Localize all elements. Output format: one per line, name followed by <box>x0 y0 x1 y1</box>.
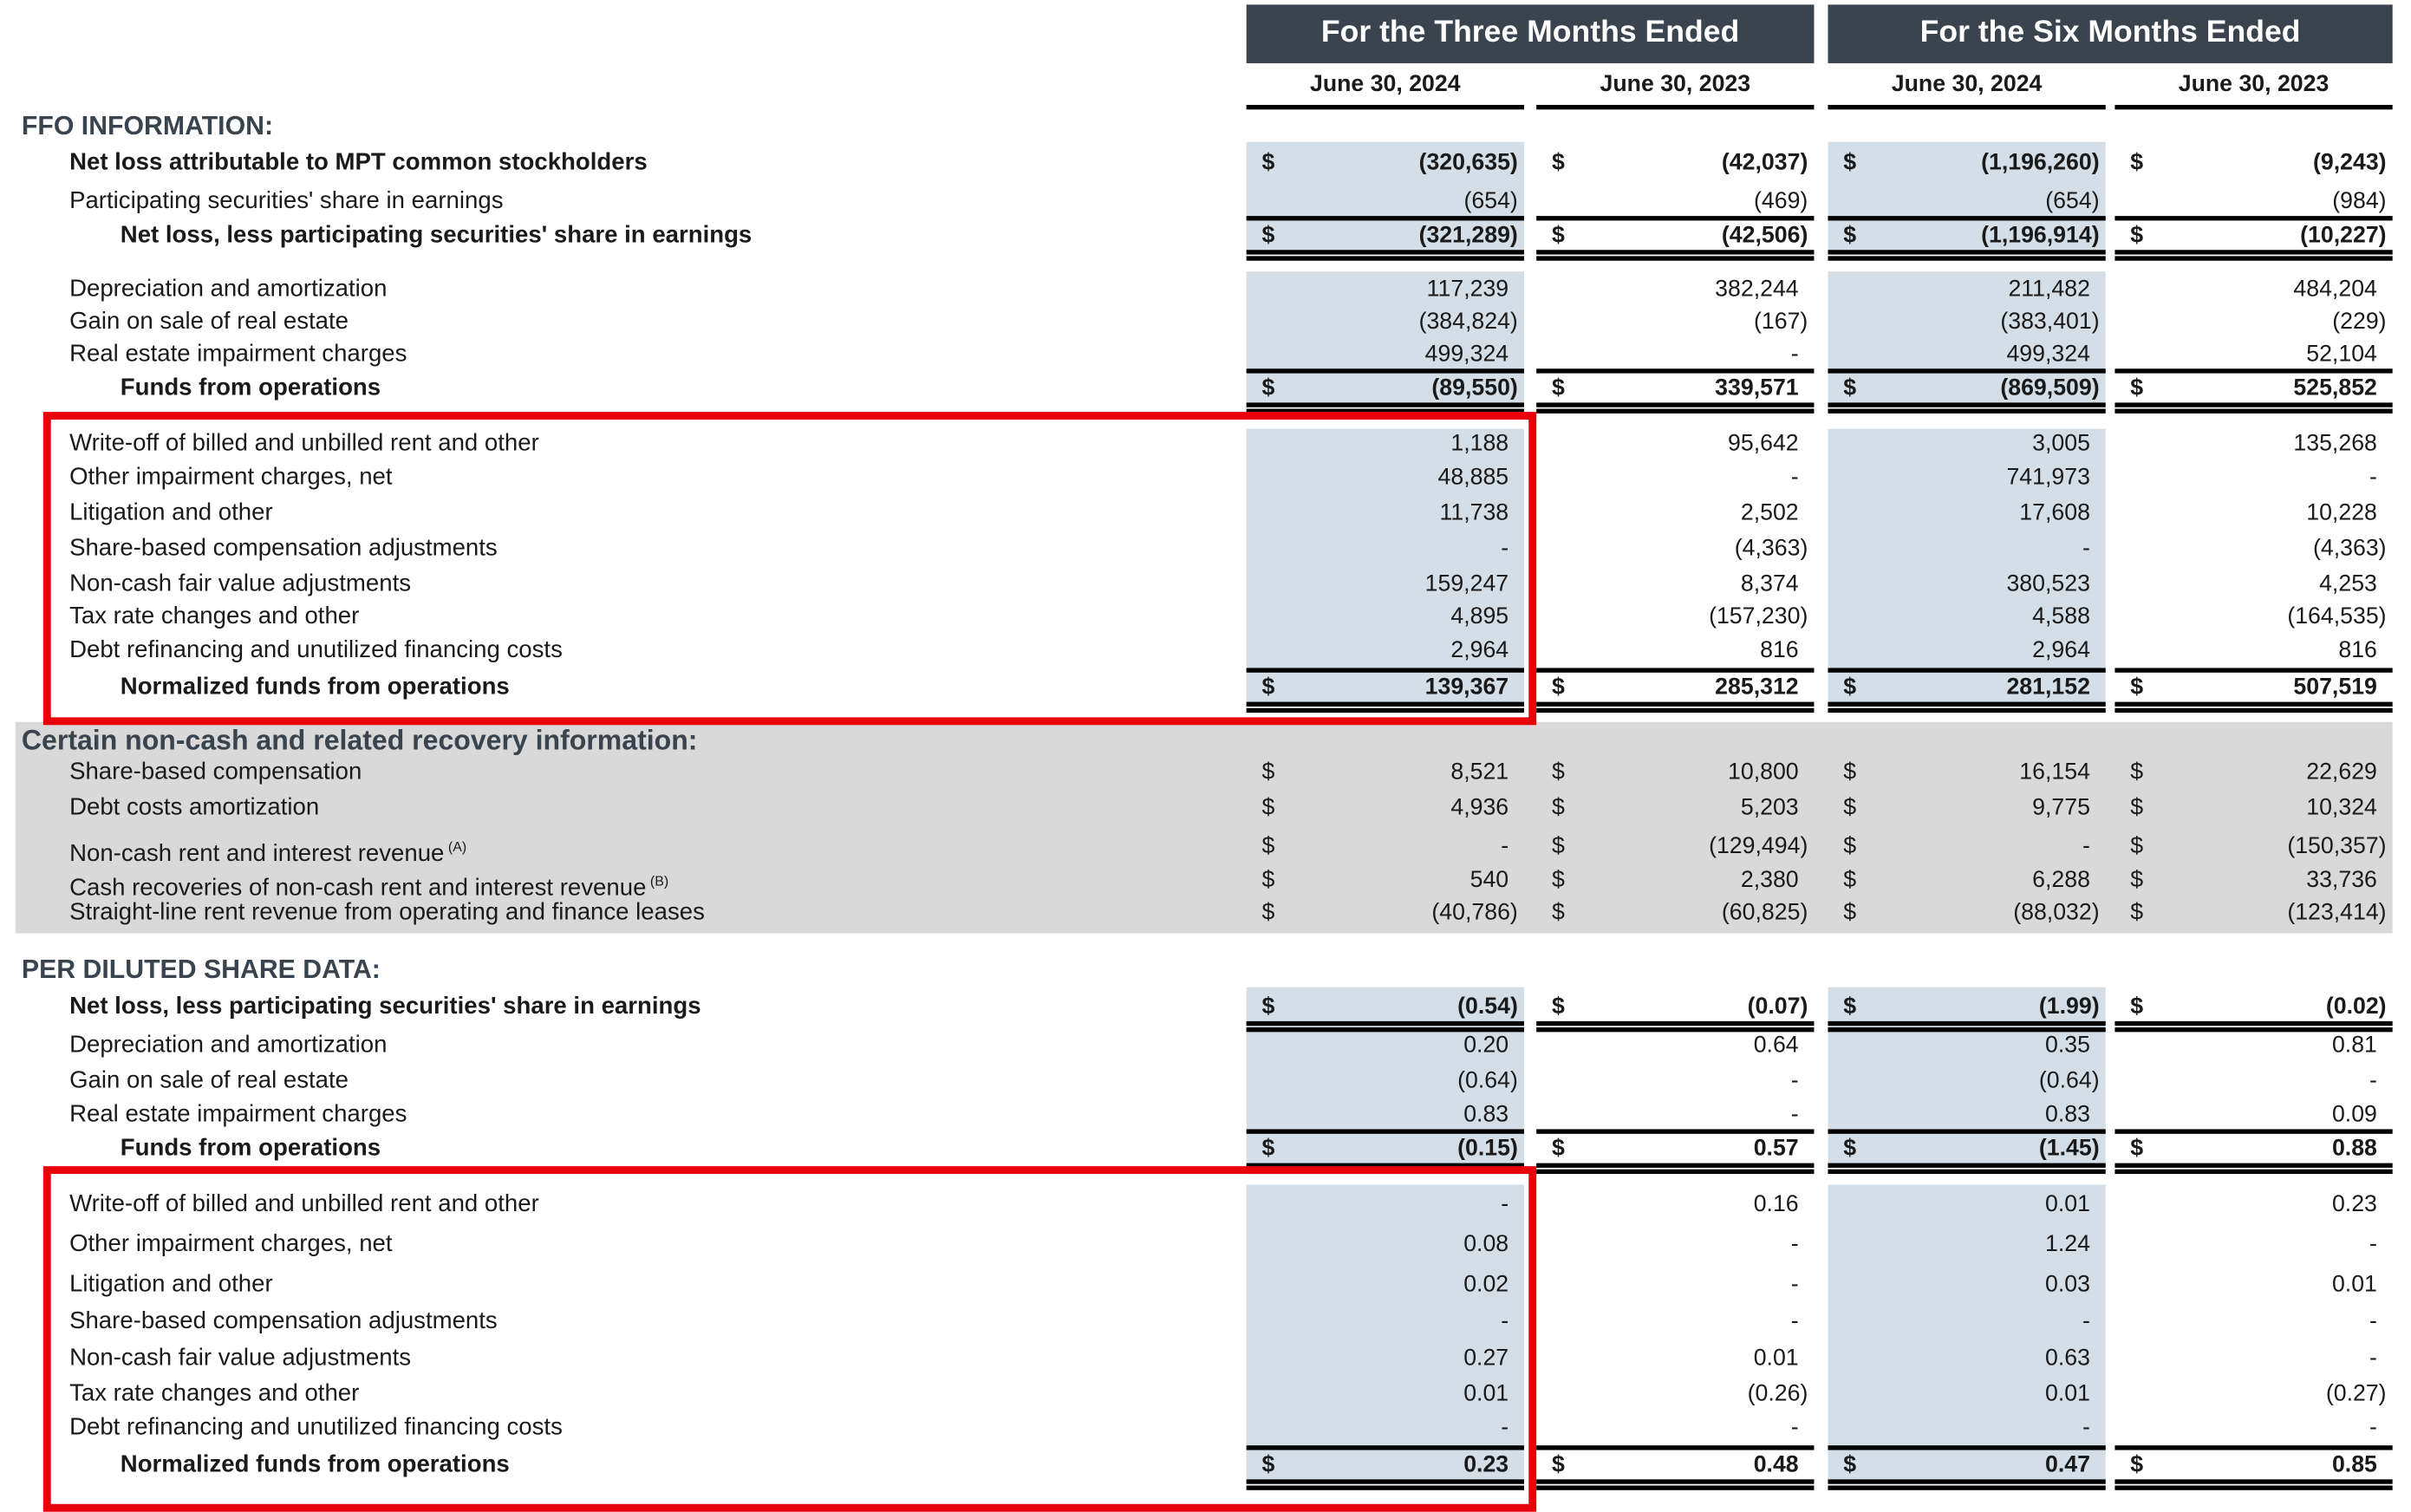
cell-value: (0.64) <box>1457 1067 1518 1094</box>
row-label: Net loss, less participating securities' share in earnings <box>120 222 753 249</box>
cell-value: - <box>2082 832 2090 860</box>
currency-symbol: $ <box>1261 1135 1275 1162</box>
currency-symbol: $ <box>1261 794 1275 821</box>
cell-value: (40,786) <box>1431 899 1518 926</box>
cell-value: 525,852 <box>2293 375 2377 401</box>
cell-value: 4,588 <box>2032 603 2090 629</box>
total-double-rule <box>2115 250 2392 260</box>
currency-symbol: $ <box>1261 866 1275 894</box>
cell-value: (88,032) <box>2013 899 2100 926</box>
currency-symbol: $ <box>1261 899 1275 926</box>
currency-symbol: $ <box>1551 674 1565 701</box>
currency-symbol: $ <box>2130 866 2144 894</box>
cell-value: (1,196,260) <box>1981 149 2100 176</box>
cell-value: 33,736 <box>2306 866 2377 894</box>
total-double-rule <box>1536 1163 1814 1174</box>
subtotal-rule <box>1828 1129 2105 1133</box>
currency-symbol: $ <box>1551 832 1565 860</box>
subtotal-rule <box>1828 368 2105 373</box>
cell-value: 159,247 <box>1424 570 1509 597</box>
subtotal-rule <box>2115 1445 2392 1450</box>
cell-value: (60,825) <box>1721 899 1808 926</box>
subtotal-rule <box>2115 1129 2392 1133</box>
row-label: Other impairment charges, net <box>69 464 393 491</box>
cell-value: 285,312 <box>1715 674 1799 701</box>
cell-value: 11,738 <box>1439 499 1509 526</box>
cell-value: 281,152 <box>2006 674 2090 701</box>
column-header-6m-2024: June 30, 2024 <box>1828 71 2105 109</box>
cell-value: 0.01 <box>2044 1380 2090 1407</box>
currency-symbol: $ <box>1551 1451 1565 1478</box>
cell-value: (150,357) <box>2287 832 2387 860</box>
subtotal-rule <box>2115 216 2392 220</box>
row-label: Non-cash rent and interest revenue $^{(A)}$ <box>69 838 467 868</box>
cell-value: (469) <box>1754 188 1808 215</box>
subtotal-rule <box>1828 1445 2105 1450</box>
currency-symbol: $ <box>1551 866 1565 894</box>
cell-value: 135,268 <box>2293 430 2377 457</box>
cell-value: - <box>1790 1307 1799 1335</box>
row-label: Non-cash fair value adjustments <box>69 570 412 597</box>
cell-value: 1.24 <box>2044 1230 2090 1258</box>
cell-value: (1.99) <box>2038 993 2100 1020</box>
cell-value: 0.63 <box>2044 1345 2090 1372</box>
cell-value: 0.48 <box>1753 1451 1799 1478</box>
highlight-box-normalized-ffo <box>43 412 1536 725</box>
cell-value: 0.88 <box>2331 1135 2377 1162</box>
row-label: Normalized funds from operations <box>120 674 510 701</box>
currency-symbol: $ <box>1843 222 1857 249</box>
total-double-rule <box>1828 1479 2105 1489</box>
cell-value: 499,324 <box>2006 341 2090 368</box>
currency-symbol: $ <box>2130 375 2144 401</box>
total-double-rule <box>2115 1479 2392 1489</box>
cell-value: (0.26) <box>1747 1380 1808 1407</box>
currency-symbol: $ <box>1843 674 1857 701</box>
currency-symbol: $ <box>1551 375 1565 401</box>
cell-value: 6,288 <box>2032 866 2090 894</box>
row-label: Straight-line rent revenue from operating and finance leases <box>69 899 705 926</box>
cell-value: (0.02) <box>2325 993 2387 1020</box>
row-label: Litigation and other <box>69 499 273 526</box>
subtotal-rule <box>1247 1129 1524 1133</box>
row-label: Depreciation and amortization <box>69 276 388 303</box>
cell-value: 382,244 <box>1715 276 1799 303</box>
cell-value: 499,324 <box>1424 341 1509 368</box>
row-label: Non-cash fair value adjustments <box>69 1345 412 1372</box>
cell-value: (1,196,914) <box>1981 222 2100 249</box>
footnote-marker: (B) <box>646 873 669 889</box>
three-months-header: For the Three Months Ended <box>1247 4 1815 63</box>
highlight-box-normalized-ffo-per-share <box>43 1166 1536 1512</box>
cell-value: 484,204 <box>2293 276 2377 303</box>
subtotal-rule <box>1247 216 1524 220</box>
currency-symbol: $ <box>1551 149 1565 176</box>
cell-value: 0.08 <box>1463 1230 1509 1258</box>
cell-value: (984) <box>2332 188 2387 215</box>
cell-value: 95,642 <box>1728 430 1799 457</box>
cell-value: - <box>1501 1307 1509 1335</box>
cell-value: (0.27) <box>2325 1380 2387 1407</box>
cell-value: 0.09 <box>2331 1101 2377 1128</box>
total-double-rule <box>1247 250 1524 260</box>
cell-value: 0.83 <box>1463 1101 1509 1128</box>
cell-value: 507,519 <box>2293 674 2377 701</box>
currency-symbol: $ <box>1261 1451 1275 1478</box>
row-label: Gain on sale of real estate <box>69 1067 349 1094</box>
cell-value: (167) <box>1754 308 1808 336</box>
cell-value: (384,824) <box>1418 308 1518 336</box>
currency-symbol: $ <box>1843 149 1857 176</box>
cell-value: 0.64 <box>1753 1032 1799 1059</box>
currency-symbol: $ <box>1843 832 1857 860</box>
currency-symbol: $ <box>1551 759 1565 785</box>
cell-value: - <box>2082 1307 2090 1335</box>
currency-symbol: $ <box>1261 149 1275 176</box>
cell-value: (4,363) <box>1734 535 1808 562</box>
cell-value: (4,363) <box>2313 535 2387 562</box>
cell-value: 22,629 <box>2306 759 2377 785</box>
subtotal-rule <box>1536 668 1814 672</box>
cell-value: (654) <box>1463 188 1518 215</box>
total-double-rule <box>1828 402 2105 413</box>
total-double-rule <box>2115 1163 2392 1174</box>
currency-symbol: $ <box>1843 993 1857 1020</box>
cell-value: 816 <box>1760 636 1799 664</box>
subtotal-rule <box>1536 368 1814 373</box>
cell-value: - <box>1501 1190 1509 1217</box>
cell-value: - <box>1501 535 1509 562</box>
cell-value: (123,414) <box>2287 899 2387 926</box>
currency-symbol: $ <box>1551 794 1565 821</box>
cell-value: (129,494) <box>1709 832 1808 860</box>
cell-value: 2,964 <box>1450 636 1509 664</box>
currency-symbol: $ <box>1551 993 1565 1020</box>
currency-symbol: $ <box>1551 899 1565 926</box>
cell-value: 5,203 <box>1740 794 1799 821</box>
cell-value: - <box>2369 1345 2377 1372</box>
row-label: Depreciation and amortization <box>69 1032 388 1059</box>
cell-value: 540 <box>1469 866 1509 894</box>
cell-value: 211,482 <box>2008 276 2090 303</box>
cell-value: 52,104 <box>2306 341 2377 368</box>
cell-value: 0.02 <box>1463 1271 1509 1298</box>
cell-value: - <box>2369 464 2377 491</box>
cell-value: - <box>1790 1230 1799 1258</box>
row-label: Debt costs amortization <box>69 794 320 821</box>
cell-value: 8,521 <box>1450 759 1509 785</box>
row-label: Normalized funds from operations <box>120 1451 510 1478</box>
cell-value: - <box>2082 1414 2090 1441</box>
cell-value: 0.57 <box>1753 1135 1799 1162</box>
cell-value: 339,571 <box>1715 375 1799 401</box>
cell-value: (10,227) <box>2300 222 2387 249</box>
cell-value: 10,800 <box>1728 759 1799 785</box>
cell-value: - <box>2369 1230 2377 1258</box>
cell-value: - <box>1790 341 1799 368</box>
currency-symbol: $ <box>1843 375 1857 401</box>
section-per-diluted-share: PER DILUTED SHARE DATA: <box>21 955 381 985</box>
row-label: Cash recoveries of non-cash rent and interest revenue $^{(B)}$ <box>69 873 669 902</box>
cell-value: 4,895 <box>1450 603 1509 629</box>
currency-symbol: $ <box>1843 1135 1857 1162</box>
cell-value: 8,374 <box>1740 570 1799 597</box>
subtotal-rule <box>1247 368 1524 373</box>
currency-symbol: $ <box>1261 375 1275 401</box>
currency-symbol: $ <box>2130 1451 2144 1478</box>
cell-value: (89,550) <box>1431 375 1518 401</box>
row-label: Participating securities' share in earnings <box>69 188 504 215</box>
cell-value: 0.81 <box>2331 1032 2377 1059</box>
cell-value: - <box>2082 535 2090 562</box>
cell-value: 0.03 <box>2044 1271 2090 1298</box>
cell-value: 0.27 <box>1463 1345 1509 1372</box>
cell-value: - <box>2369 1307 2377 1335</box>
subtotal-rule <box>1828 668 2105 672</box>
cell-value: 4,936 <box>1450 794 1509 821</box>
currency-symbol: $ <box>2130 899 2144 926</box>
currency-symbol: $ <box>2130 149 2144 176</box>
cell-value: 2,380 <box>1740 866 1799 894</box>
total-double-rule <box>1536 402 1814 413</box>
currency-symbol: $ <box>2130 794 2144 821</box>
cell-value: - <box>2369 1067 2377 1094</box>
total-double-rule <box>1536 702 1814 713</box>
cell-value: (9,243) <box>2313 149 2387 176</box>
row-label: Net loss attributable to MPT common stockholders <box>69 149 648 176</box>
row-label: Write-off of billed and unbilled rent and other <box>69 430 539 457</box>
row-label: Funds from operations <box>120 375 381 401</box>
cell-value: (0.64) <box>2038 1067 2100 1094</box>
cell-value: 139,367 <box>1424 674 1509 701</box>
cell-value: 10,228 <box>2306 499 2377 526</box>
section-noncash-information: Certain non-cash and related recovery information: <box>21 725 698 756</box>
row-label: Share-based compensation adjustments <box>69 1307 498 1335</box>
cell-value: (0.15) <box>1457 1135 1518 1162</box>
cell-value: 16,154 <box>2019 759 2090 785</box>
currency-symbol: $ <box>2130 222 2144 249</box>
cell-value: (0.07) <box>1747 993 1808 1020</box>
cell-value: (157,230) <box>1709 603 1808 629</box>
cell-value: 9,775 <box>2032 794 2090 821</box>
cell-value: 10,324 <box>2306 794 2377 821</box>
cell-value: (383,401) <box>2000 308 2100 336</box>
total-double-rule <box>1536 1479 1814 1489</box>
cell-value: 816 <box>2338 636 2377 664</box>
row-label: Funds from operations <box>120 1135 381 1162</box>
cell-value: 0.20 <box>1463 1032 1509 1059</box>
row-label: Write-off of billed and unbilled rent and other <box>69 1190 539 1217</box>
row-label: Share-based compensation <box>69 759 362 785</box>
currency-symbol: $ <box>1843 899 1857 926</box>
total-double-rule <box>1828 250 2105 260</box>
currency-symbol: $ <box>1261 759 1275 785</box>
currency-symbol: $ <box>1843 759 1857 785</box>
cell-value: 4,253 <box>2319 570 2377 597</box>
row-label: Litigation and other <box>69 1271 273 1298</box>
currency-symbol: $ <box>2130 832 2144 860</box>
cell-value: 380,523 <box>2006 570 2090 597</box>
currency-symbol: $ <box>1551 1135 1565 1162</box>
currency-symbol: $ <box>1843 866 1857 894</box>
row-label: Real estate impairment charges <box>69 1101 407 1128</box>
currency-symbol: $ <box>1843 794 1857 821</box>
column-header-3m-2024: June 30, 2024 <box>1247 71 1524 109</box>
cell-value: 0.35 <box>2044 1032 2090 1059</box>
subtotal-rule <box>1828 216 2105 220</box>
cell-value: 0.01 <box>1753 1345 1799 1372</box>
cell-value: - <box>1790 1067 1799 1094</box>
footnote-marker: (A) <box>444 838 467 855</box>
subtotal-rule <box>1536 1129 1814 1133</box>
cell-value: 0.85 <box>2331 1451 2377 1478</box>
cell-value: - <box>1790 1414 1799 1441</box>
column-header-6m-2023: June 30, 2023 <box>2115 71 2392 109</box>
total-double-rule <box>1828 702 2105 713</box>
cell-value: (654) <box>2045 188 2100 215</box>
currency-symbol: $ <box>2130 674 2144 701</box>
six-months-header: For the Six Months Ended <box>1828 4 2392 63</box>
cell-value: (42,037) <box>1721 149 1808 176</box>
currency-symbol: $ <box>1261 222 1275 249</box>
row-label: Debt refinancing and unutilized financing costs <box>69 1414 563 1441</box>
cell-value: - <box>1501 1414 1509 1441</box>
cell-value: 1,188 <box>1450 430 1509 457</box>
cell-value: 0.23 <box>1463 1451 1509 1478</box>
cell-value: (229) <box>2332 308 2387 336</box>
cell-value: 17,608 <box>2019 499 2090 526</box>
row-label: Other impairment charges, net <box>69 1230 393 1258</box>
cell-value: 0.01 <box>2331 1271 2377 1298</box>
currency-symbol: $ <box>2130 759 2144 785</box>
subtotal-rule <box>1536 216 1814 220</box>
cell-value: 2,964 <box>2032 636 2090 664</box>
cell-value: 3,005 <box>2032 430 2090 457</box>
cell-value: - <box>1790 464 1799 491</box>
cell-value: (321,289) <box>1418 222 1518 249</box>
cell-value: (1.45) <box>2038 1135 2100 1162</box>
cell-value: 0.01 <box>2044 1190 2090 1217</box>
currency-symbol: $ <box>1261 993 1275 1020</box>
cell-value: 2,502 <box>1740 499 1799 526</box>
total-double-rule <box>2115 402 2392 413</box>
cell-value: (164,535) <box>2287 603 2387 629</box>
row-label: Tax rate changes and other <box>69 1380 360 1407</box>
cell-value: 0.01 <box>1463 1380 1509 1407</box>
row-label: Debt refinancing and unutilized financing costs <box>69 636 563 664</box>
currency-symbol: $ <box>2130 1135 2144 1162</box>
row-label: Share-based compensation adjustments <box>69 535 498 562</box>
row-label: Net loss, less participating securities' share in earnings <box>69 993 701 1020</box>
cell-value: (869,509) <box>2000 375 2100 401</box>
row-label: Tax rate changes and other <box>69 603 360 629</box>
cell-value: - <box>1501 832 1509 860</box>
cell-value: 117,239 <box>1426 276 1509 303</box>
cell-value: 48,885 <box>1437 464 1509 491</box>
currency-symbol: $ <box>1261 832 1275 860</box>
cell-value: - <box>1790 1271 1799 1298</box>
total-double-rule <box>1828 1163 2105 1174</box>
cell-value: 741,973 <box>2006 464 2090 491</box>
currency-symbol: $ <box>1843 1451 1857 1478</box>
section-ffo-information: FFO INFORMATION: <box>21 111 274 140</box>
currency-symbol: $ <box>1261 674 1275 701</box>
column-header-3m-2023: June 30, 2023 <box>1536 71 1814 109</box>
currency-symbol: $ <box>1551 222 1565 249</box>
cell-value: - <box>1790 1101 1799 1128</box>
subtotal-rule <box>2115 668 2392 672</box>
subtotal-rule <box>2115 368 2392 373</box>
cell-value: - <box>2369 1414 2377 1441</box>
cell-value: 0.83 <box>2044 1101 2090 1128</box>
cell-value: (0.54) <box>1457 993 1518 1020</box>
subtotal-rule <box>1536 1445 1814 1450</box>
row-label: Real estate impairment charges <box>69 341 407 368</box>
cell-value: (42,506) <box>1721 222 1808 249</box>
cell-value: 0.16 <box>1753 1190 1799 1217</box>
total-double-rule <box>1536 250 1814 260</box>
total-double-rule <box>2115 702 2392 713</box>
cell-value: 0.23 <box>2331 1190 2377 1217</box>
currency-symbol: $ <box>2130 993 2144 1020</box>
row-label: Gain on sale of real estate <box>69 308 349 336</box>
cell-value: 0.47 <box>2044 1451 2090 1478</box>
cell-value: (320,635) <box>1418 149 1518 176</box>
